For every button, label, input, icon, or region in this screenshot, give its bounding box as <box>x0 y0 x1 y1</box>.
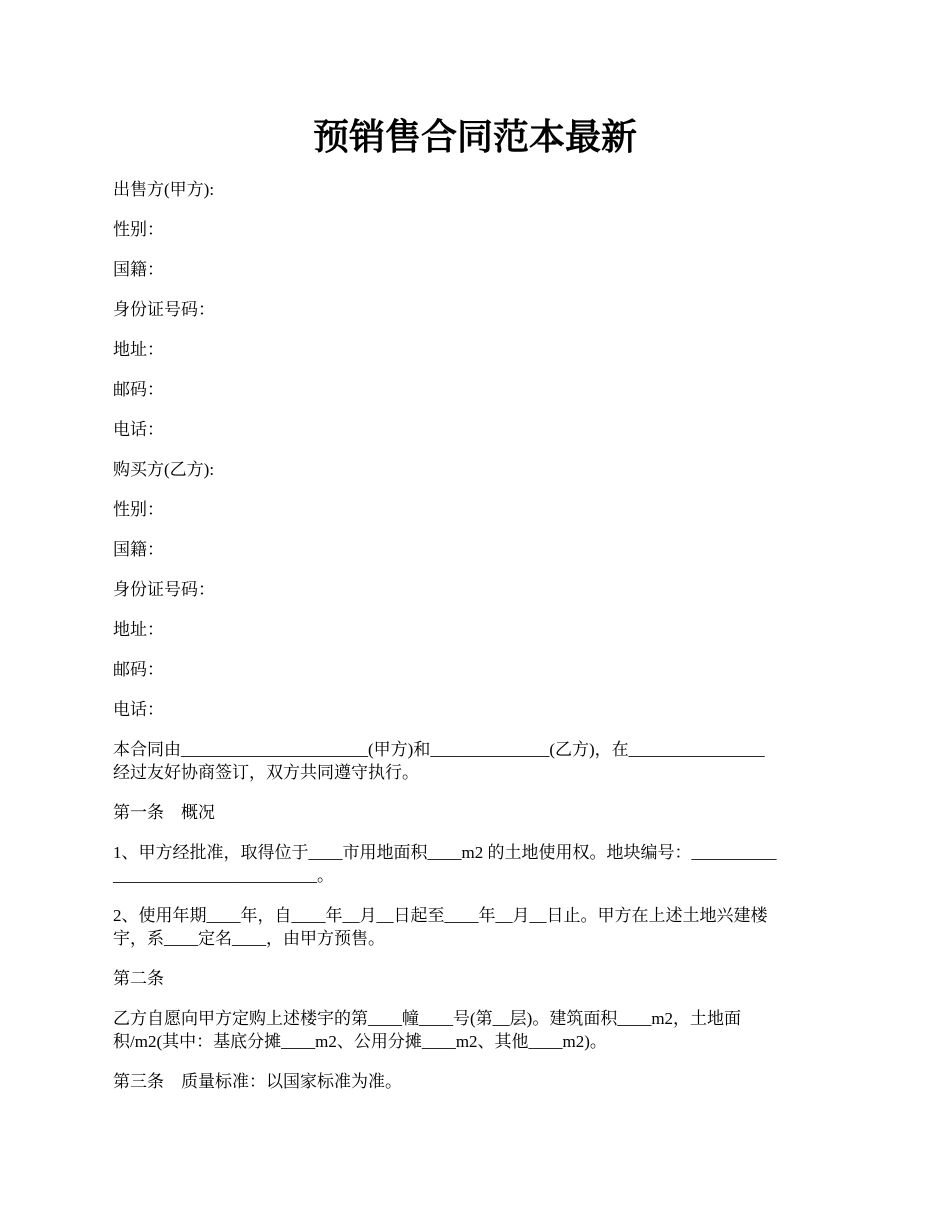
seller-heading: 出售方(甲方): <box>113 180 215 199</box>
seller-phone: 电话： <box>113 420 164 439</box>
document-title: 预销售合同范本最新 <box>312 117 637 157</box>
article2-body-line-1: 乙方自愿向甲方定购上述楼宇的第____幢____号(第__层)。建筑面积____m2，土地面 <box>113 1009 742 1028</box>
article1-item1-line-2: ________________________。 <box>113 866 334 885</box>
buyer-address: 地址： <box>113 620 164 639</box>
article1-item2-line-1: 2、使用年期____年，自____年__月__日起至____年__月__日止。甲方在上述土地兴建楼 <box>113 906 768 925</box>
article3-heading: 第三条 质量标准：以国家标准为准。 <box>113 1072 402 1091</box>
article1-item1-line-1: 1、甲方经批准，取得位于____市用地面积____m2 的土地使用权。地块编号：__________ <box>113 843 777 862</box>
intro-line-1: 本合同由______________________(甲方)和______________(乙方)，在________________ <box>113 740 765 759</box>
seller-address: 地址： <box>113 340 164 359</box>
buyer-id-number: 身份证号码： <box>113 580 215 599</box>
buyer-gender: 性别： <box>113 500 164 519</box>
seller-gender: 性别： <box>113 220 164 239</box>
article1-item2 <box>113 904 843 950</box>
buyer-postcode: 邮码： <box>113 660 164 679</box>
article2-heading: 第二条 <box>113 969 164 988</box>
article1-item1 <box>113 841 843 887</box>
article1-heading: 第一条 概况 <box>113 803 215 822</box>
intro-line-2: 经过友好协商签订，双方共同遵守执行。 <box>113 763 419 782</box>
article2-body-line-2: 积/m2(其中：基底分摊____m2、公用分摊____m2、其他____m2)。 <box>113 1032 607 1051</box>
buyer-heading: 购买方(乙方): <box>113 460 215 479</box>
document-body <box>113 178 843 1110</box>
seller-postcode: 邮码： <box>113 380 164 399</box>
seller-nationality: 国籍： <box>113 260 164 279</box>
article2-body <box>113 1007 843 1053</box>
intro-paragraph <box>113 738 843 784</box>
seller-id-number: 身份证号码： <box>113 300 215 319</box>
article1-item2-line-2: 宇，系____定名____，由甲方预售。 <box>113 929 385 948</box>
buyer-nationality: 国籍： <box>113 540 164 559</box>
buyer-phone: 电话： <box>113 700 164 719</box>
